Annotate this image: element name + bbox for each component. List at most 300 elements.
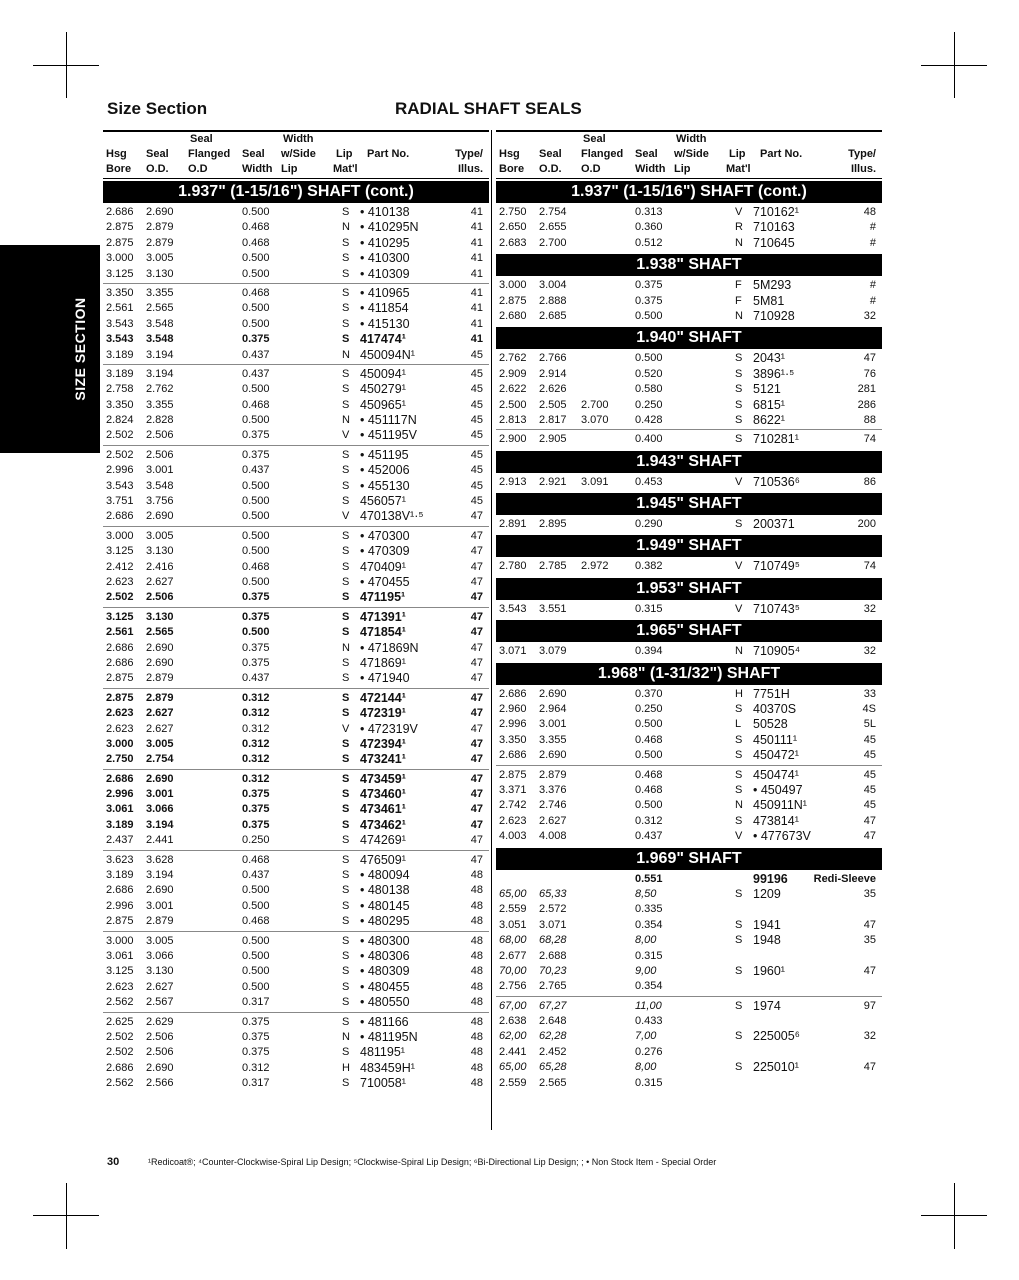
table-row (103, 656, 489, 671)
part-number: • 411854 (360, 301, 409, 316)
seal-od: 2.506 (146, 1030, 174, 1043)
lip-material: S (735, 964, 743, 977)
table-row (103, 853, 489, 868)
hsg-bore: 3.543 (106, 317, 134, 330)
lip-material: S (342, 915, 350, 928)
table-row (103, 752, 489, 767)
type-illus: 48 (470, 1046, 483, 1059)
seal-width: 0.500 (242, 267, 270, 280)
seal-width: 0.500 (242, 317, 270, 330)
table-row (103, 267, 489, 282)
type-illus: 47 (470, 803, 483, 816)
seal-width: 0.468 (242, 221, 270, 234)
part-number: 450094N¹ (360, 347, 415, 362)
seal-od: 2.627 (146, 722, 174, 735)
lip-material: S (735, 367, 743, 380)
type-illus: 32 (863, 1030, 876, 1043)
part-number: • 481195N (360, 1029, 418, 1044)
shaft-size-band: 1.968" (1-31/32") SHAFT (496, 663, 882, 685)
table-row (103, 772, 489, 787)
part-number: 50528 (753, 717, 788, 732)
hsg-bore: 2.686 (106, 510, 134, 523)
part-number: 710905⁴ (753, 644, 801, 659)
row-group (496, 644, 882, 660)
part-number: 417474¹ (360, 332, 406, 347)
header-seal-width: Seal Width (635, 148, 666, 175)
table-row (103, 1030, 489, 1045)
hsg-bore: 2.623 (106, 980, 134, 993)
table-row (496, 999, 882, 1014)
part-number: • 480309 (360, 964, 410, 979)
part-number: • 472319V (360, 721, 418, 736)
seal-od: 2.627 (539, 814, 567, 827)
part-number: • 471940 (360, 671, 410, 686)
table-row (496, 220, 882, 235)
hsg-bore: 3.000 (106, 934, 134, 947)
hsg-bore: 2.900 (499, 433, 527, 446)
part-number: • 451195V (360, 428, 417, 443)
table-row (496, 413, 882, 428)
hsg-bore: 2.561 (106, 626, 134, 639)
table-row (103, 899, 489, 914)
table-row (496, 475, 882, 490)
lip-material: N (342, 221, 350, 234)
part-number: 473459¹ (360, 771, 406, 786)
table-row (103, 413, 489, 428)
seal-od: 2.921 (539, 475, 567, 488)
table-row (103, 737, 489, 752)
lip-material: S (735, 433, 743, 446)
row-group (496, 768, 882, 846)
column-headers (496, 132, 882, 179)
lip-material: S (342, 464, 350, 477)
seal-width: 0.375 (242, 803, 270, 816)
table-row (496, 205, 882, 220)
seal-width: 0.375 (242, 656, 270, 669)
table-row (496, 367, 882, 382)
seal-od: 2.566 (146, 1077, 174, 1090)
table-row (103, 641, 489, 656)
table-row (103, 671, 489, 686)
hsg-bore: 2.625 (106, 1015, 134, 1028)
table-row (103, 833, 489, 848)
row-group (103, 1015, 489, 1093)
hsg-bore: 2.756 (499, 980, 527, 993)
type-illus: 41 (470, 302, 483, 315)
part-number: 450279¹ (360, 382, 406, 397)
seal-width: 0.453 (635, 475, 663, 488)
hsg-bore: 3.000 (106, 252, 134, 265)
seal-od: 3.001 (146, 788, 174, 801)
lip-material: S (342, 398, 350, 411)
table-row (496, 644, 882, 659)
row-group (496, 432, 882, 448)
hsg-bore: 2.559 (499, 1076, 527, 1089)
seal-od: 2.746 (539, 799, 567, 812)
type-illus: 47 (470, 672, 483, 685)
hsg-bore: 2.502 (106, 1046, 134, 1059)
part-number: • 470455 (360, 574, 410, 589)
seal-od: 3.355 (146, 286, 174, 299)
table-row (103, 590, 489, 605)
seal-width: 0.382 (635, 560, 663, 573)
hsg-bore: 2.683 (499, 236, 527, 249)
type-illus: 47 (863, 1061, 876, 1074)
hsg-bore: 65,00 (499, 887, 527, 900)
seal-od: 3.551 (539, 602, 567, 615)
type-illus: 4S (862, 703, 876, 716)
lip-material: F (735, 279, 742, 292)
shaft-size-band: 1.953" SHAFT (496, 578, 882, 600)
row-group (496, 602, 882, 618)
seal-width: 0.500 (242, 206, 270, 218)
hsg-bore: 3.125 (106, 545, 134, 558)
type-illus: 41 (470, 317, 483, 330)
type-illus: 48 (470, 899, 483, 912)
part-number: 710058¹ (360, 1076, 406, 1091)
row-group (496, 278, 882, 325)
seal-width: 0.312 (242, 737, 270, 750)
row-group (103, 934, 489, 1013)
row-group (103, 367, 489, 446)
right-column (496, 130, 882, 1094)
table-row (103, 964, 489, 979)
table-row (496, 687, 882, 702)
table-row (103, 236, 489, 251)
seal-width: 0.468 (242, 560, 270, 573)
seal-width: 0.354 (635, 980, 663, 993)
hsg-bore: 3.071 (499, 645, 527, 658)
type-illus: 41 (470, 221, 483, 234)
seal-od: 2.565 (146, 626, 174, 639)
shaft-size-band: 1.945" SHAFT (496, 493, 882, 515)
type-illus: 48 (470, 869, 483, 882)
hsg-bore: 2.562 (106, 996, 134, 1009)
type-illus: # (869, 294, 876, 307)
header-flanged-od: Seal Flanged O.D (581, 133, 624, 175)
hsg-bore: 3.125 (106, 267, 134, 280)
part-number: • 481166 (360, 1014, 409, 1029)
seal-od: 2.506 (146, 448, 174, 461)
type-illus: # (869, 236, 876, 249)
hsg-bore: 2.875 (106, 236, 134, 249)
table-row (103, 494, 489, 509)
hsg-bore: 3.543 (106, 479, 134, 492)
lip-material: R (735, 221, 743, 234)
part-number: 472319¹ (360, 706, 406, 721)
part-number: • 480550 (360, 995, 410, 1010)
row-group (103, 772, 489, 851)
part-number: 3896¹·⁵ (753, 366, 795, 381)
row-group (496, 559, 882, 575)
seal-od: 2.914 (539, 367, 567, 380)
hsg-bore: 3.000 (106, 737, 134, 750)
flanged-od: 3.070 (581, 413, 609, 426)
hsg-bore: 2.758 (106, 383, 134, 396)
seal-width: 0.315 (635, 1076, 663, 1089)
seal-od: 3.130 (146, 267, 174, 280)
seal-width: 0.468 (242, 286, 270, 299)
type-illus: 48 (470, 1061, 483, 1074)
type-illus: 35 (863, 887, 876, 900)
lip-material: S (342, 691, 350, 704)
hsg-bore: 2.875 (106, 691, 134, 704)
table-row (496, 933, 882, 948)
lip-material: S (342, 899, 350, 912)
part-number: 471195¹ (360, 590, 406, 605)
seal-od: 2.506 (146, 591, 174, 604)
table-row (103, 286, 489, 301)
part-number: • 451195 (360, 447, 409, 462)
type-illus: 41 (470, 252, 483, 265)
part-number: 710163 (753, 220, 795, 235)
hsg-bore: 2.686 (106, 884, 134, 897)
hsg-bore: 2.561 (106, 302, 134, 315)
lip-material: S (342, 206, 350, 218)
hsg-bore: 3.189 (106, 348, 134, 361)
table-row (103, 949, 489, 964)
table-row (103, 560, 489, 575)
seal-width: 0.312 (635, 814, 663, 827)
part-number: 710162¹ (753, 205, 799, 219)
seal-od: 3.194 (146, 869, 174, 882)
seal-width: 0.312 (242, 722, 270, 735)
type-illus: 45 (470, 429, 483, 442)
type-illus: 5L (863, 718, 876, 731)
seal-od: 3.066 (146, 949, 174, 962)
seal-od: 70,23 (539, 964, 567, 977)
flanged-od: 2.972 (581, 560, 609, 573)
header-part-no: Part No. (760, 148, 803, 160)
lip-material: S (342, 788, 350, 801)
crop-mark (954, 1183, 955, 1249)
part-number: 473241¹ (360, 752, 406, 767)
seal-od: 2.690 (146, 510, 174, 523)
seal-od: 2.572 (539, 903, 567, 916)
lip-material: S (735, 999, 743, 1012)
type-illus: 47 (470, 707, 483, 720)
seal-width: 0.500 (242, 495, 270, 508)
seal-od: 2.416 (146, 560, 174, 573)
seal-width: 0.375 (242, 429, 270, 442)
hsg-bore: 2.502 (106, 429, 134, 442)
seal-width: 8,50 (635, 887, 657, 900)
part-number: • 480455 (360, 979, 410, 994)
lip-material: V (735, 602, 743, 615)
lip-material: S (342, 333, 350, 346)
seal-od: 2.690 (539, 687, 567, 700)
table-row (496, 517, 882, 532)
side-tab-label: SIZE SECTION (72, 297, 88, 401)
lip-material: S (735, 749, 743, 762)
seal-width: 0.315 (635, 602, 663, 615)
seal-od: 62,28 (539, 1030, 567, 1043)
part-number: 7751H (753, 686, 790, 701)
hsg-bore: 2.502 (106, 591, 134, 604)
hsg-bore: 3.189 (106, 818, 134, 831)
hsg-bore: 2.559 (499, 903, 527, 916)
table-row (496, 829, 882, 844)
seal-width: 0.437 (242, 367, 270, 380)
part-number: 99196 (753, 871, 788, 886)
hsg-bore: 3.189 (106, 367, 134, 380)
table-row (496, 702, 882, 717)
part-number: 1974 (753, 998, 781, 1013)
type-illus: 45 (470, 495, 483, 508)
seal-width: 0.375 (242, 1030, 270, 1043)
seal-od: 2.565 (146, 302, 174, 315)
table-row (496, 949, 882, 964)
seal-od: 3.079 (539, 645, 567, 658)
part-number: 200371 (753, 517, 795, 532)
part-number: • 480145 (360, 898, 410, 913)
lip-material: S (735, 783, 743, 796)
hsg-bore: 2.623 (106, 575, 134, 588)
seal-width: 0.375 (242, 448, 270, 461)
part-number: 450111¹ (753, 732, 798, 747)
table-row (496, 783, 882, 798)
seal-width: 0.375 (242, 1046, 270, 1059)
table-row (496, 236, 882, 251)
seal-od: 3.130 (146, 610, 174, 623)
seal-od: 2.441 (146, 834, 174, 847)
seal-width: 0.312 (242, 1061, 270, 1074)
hsg-bore: 2.623 (106, 722, 134, 735)
row-group (103, 205, 489, 284)
type-illus: 41 (470, 236, 483, 249)
row-group (103, 529, 489, 608)
type-illus: 47 (470, 788, 483, 801)
part-number: 710928 (753, 308, 795, 323)
seal-width: 0.500 (242, 529, 270, 542)
part-number: • 410300 (360, 251, 410, 266)
hsg-bore: 3.051 (499, 918, 527, 931)
table-row (103, 428, 489, 443)
part-number: 1941 (753, 917, 781, 932)
table-row (103, 348, 489, 363)
row-group (496, 351, 882, 430)
shaft-size-band: 1.940" SHAFT (496, 327, 882, 349)
table-row (103, 868, 489, 883)
table-row (496, 798, 882, 813)
crop-mark (921, 1215, 987, 1216)
lip-material: S (342, 965, 350, 978)
crop-mark (66, 1183, 67, 1249)
seal-od: 2.895 (539, 518, 567, 531)
hsg-bore: 2.996 (106, 788, 134, 801)
lip-material: V (735, 206, 743, 218)
column-headers (103, 132, 489, 179)
table-row (103, 317, 489, 332)
type-illus: # (869, 221, 876, 234)
seal-od: 2.690 (146, 884, 174, 897)
hsg-bore: 2.996 (106, 464, 134, 477)
seal-od: 2.648 (539, 1015, 567, 1028)
lip-material: N (735, 309, 743, 322)
lip-material: S (342, 707, 350, 720)
type-illus: 45 (863, 768, 876, 781)
lip-material: S (735, 733, 743, 746)
type-illus: 47 (470, 818, 483, 831)
table-row (496, 872, 882, 887)
seal-width: 0.500 (242, 383, 270, 396)
hsg-bore: 3.000 (106, 529, 134, 542)
row-group (496, 205, 882, 252)
part-number: 1948 (753, 933, 781, 948)
lip-material: S (342, 884, 350, 897)
seal-width: 0.317 (242, 996, 270, 1009)
type-illus: 32 (863, 645, 876, 658)
hsg-bore: 2.996 (106, 899, 134, 912)
lip-material: S (735, 934, 743, 947)
seal-width: 0.551 (635, 872, 663, 885)
part-number: • 480138 (360, 883, 410, 898)
type-illus: Redi-Sleeve (813, 872, 876, 885)
seal-width: 0.375 (242, 591, 270, 604)
seal-od: 2.754 (539, 206, 567, 218)
seal-width: 0.375 (242, 818, 270, 831)
table-row (496, 1014, 882, 1029)
seal-od: 3.194 (146, 348, 174, 361)
seal-width: 0.375 (242, 333, 270, 346)
type-illus: 48 (470, 1077, 483, 1090)
lip-material: S (735, 887, 743, 900)
table-row (496, 351, 882, 366)
seal-width: 0.468 (635, 733, 663, 746)
header-width-side-lip: Width w/Side Lip (281, 133, 316, 175)
seal-width: 0.375 (242, 641, 270, 654)
seal-od: 2.879 (146, 236, 174, 249)
seal-width: 0.400 (635, 433, 663, 446)
type-illus: 48 (470, 915, 483, 928)
lip-material: S (342, 252, 350, 265)
seal-width: 7,00 (635, 1030, 657, 1043)
seal-od: 3.548 (146, 317, 174, 330)
seal-od: 2.765 (539, 980, 567, 993)
hsg-bore: 3.350 (106, 398, 134, 411)
row-group (103, 691, 489, 770)
row-group (103, 448, 489, 527)
lip-material: S (735, 398, 743, 411)
seal-width: 0.317 (242, 1077, 270, 1090)
shaft-size-band: 1.965" SHAFT (496, 620, 882, 642)
type-illus: 47 (470, 529, 483, 542)
hsg-bore: 2.437 (106, 834, 134, 847)
seal-width: 0.500 (242, 884, 270, 897)
header-lip-mat: Lip Mat'l (333, 148, 358, 175)
seal-width: 0.315 (635, 949, 663, 962)
lip-material: S (342, 545, 350, 558)
lip-material: S (342, 560, 350, 573)
hsg-bore: 2.686 (106, 656, 134, 669)
type-illus: 47 (470, 853, 483, 866)
seal-od: 2.505 (539, 398, 567, 411)
seal-width: 0.437 (242, 672, 270, 685)
table-row (103, 205, 489, 220)
hsg-bore: 3.751 (106, 495, 134, 508)
type-illus: 47 (470, 575, 483, 588)
seal-width: 0.500 (242, 414, 270, 427)
seal-od: 4.008 (539, 830, 567, 843)
seal-width: 0.433 (635, 1015, 663, 1028)
lip-material: S (342, 996, 350, 1009)
seal-od: 2.688 (539, 949, 567, 962)
table-row (103, 332, 489, 347)
hsg-bore: 2.750 (499, 206, 527, 218)
seal-width: 0.500 (242, 965, 270, 978)
part-number: 470409¹ (360, 559, 406, 574)
table-row (103, 1045, 489, 1060)
